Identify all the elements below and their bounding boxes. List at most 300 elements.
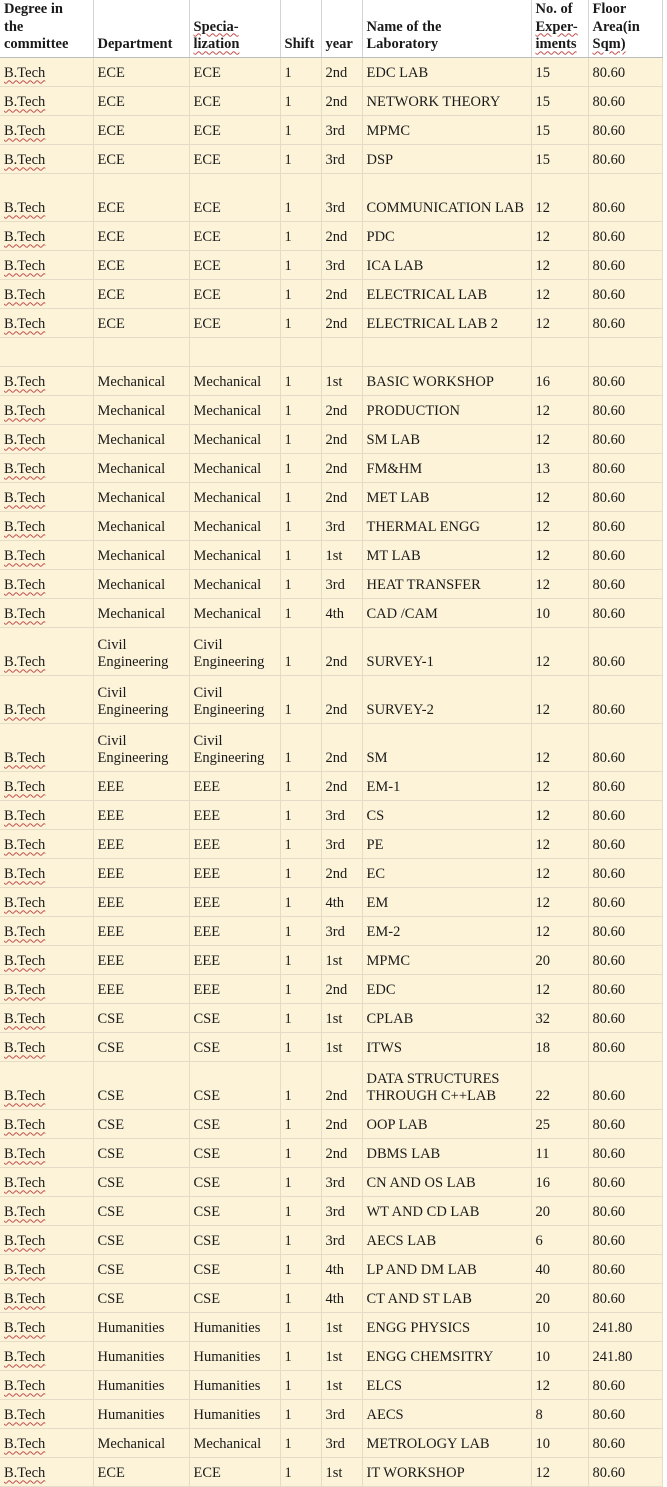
specialization-cell: ECE: [189, 174, 280, 222]
floor-area-cell: 80.60: [588, 222, 662, 251]
table-row: [0, 58, 662, 87]
specialization-cell: ECE: [189, 309, 280, 338]
year-cell: 2nd: [321, 280, 362, 309]
specialization-cell: Humanities: [189, 1342, 280, 1371]
department-cell: CSE: [93, 1284, 189, 1313]
header-row: [0, 0, 662, 58]
experiments-cell: 12: [531, 280, 588, 309]
experiments-cell: 12: [531, 483, 588, 512]
lab-name-cell: AECS: [362, 1400, 531, 1429]
header-experiments: No. of Exper- iments: [531, 0, 588, 58]
department-cell: CSE: [93, 1226, 189, 1255]
lab-name-cell: ENGG CHEMSITRY: [362, 1342, 531, 1371]
degree-cell: B.Tech: [0, 676, 93, 724]
table-row: [0, 145, 662, 174]
floor-area-cell: 80.60: [588, 772, 662, 801]
department-cell: ECE: [93, 309, 189, 338]
shift-cell: 1: [280, 483, 321, 512]
specialization-cell: Civil Engineering: [189, 676, 280, 724]
floor-area-cell: 80.60: [588, 599, 662, 628]
lab-name-cell: SM LAB: [362, 425, 531, 454]
specialization-cell: Humanities: [189, 1400, 280, 1429]
shift-cell: 1: [280, 1429, 321, 1458]
department-cell: ECE: [93, 251, 189, 280]
department-cell: EEE: [93, 801, 189, 830]
shift-cell: 1: [280, 830, 321, 859]
table-row: [0, 541, 662, 570]
specialization-cell: Humanities: [189, 1371, 280, 1400]
spacer-cell: [362, 338, 531, 367]
lab-name-cell: HEAT TRANSFER: [362, 570, 531, 599]
year-cell: 2nd: [321, 676, 362, 724]
specialization-cell: CSE: [189, 1226, 280, 1255]
department-cell: Civil Engineering: [93, 724, 189, 772]
specialization-cell: ECE: [189, 1458, 280, 1487]
lab-name-cell: ELECTRICAL LAB: [362, 280, 531, 309]
department-cell: ECE: [93, 87, 189, 116]
experiments-cell: 12: [531, 512, 588, 541]
floor-area-cell: 80.60: [588, 396, 662, 425]
lab-name-cell: LP AND DM LAB: [362, 1255, 531, 1284]
department-cell: Humanities: [93, 1371, 189, 1400]
shift-cell: 1: [280, 628, 321, 676]
shift-cell: 1: [280, 1033, 321, 1062]
specialization-cell: Mechanical: [189, 425, 280, 454]
degree-cell: B.Tech: [0, 917, 93, 946]
specialization-cell: EEE: [189, 859, 280, 888]
experiments-cell: 12: [531, 830, 588, 859]
year-cell: 1st: [321, 1458, 362, 1487]
degree-cell: B.Tech: [0, 541, 93, 570]
year-cell: 4th: [321, 1284, 362, 1313]
lab-name-cell: COMMUNICATION LAB: [362, 174, 531, 222]
header-shift: Shift: [280, 0, 321, 58]
lab-name-cell: MET LAB: [362, 483, 531, 512]
year-cell: 2nd: [321, 396, 362, 425]
specialization-cell: ECE: [189, 87, 280, 116]
table-row: [0, 1371, 662, 1400]
year-cell: 2nd: [321, 772, 362, 801]
spacer-cell: [588, 338, 662, 367]
experiments-cell: 20: [531, 1197, 588, 1226]
experiments-cell: 12: [531, 801, 588, 830]
department-cell: CSE: [93, 1197, 189, 1226]
department-cell: CSE: [93, 1168, 189, 1197]
year-cell: 3rd: [321, 251, 362, 280]
specialization-cell: Mechanical: [189, 396, 280, 425]
department-cell: CSE: [93, 1062, 189, 1110]
department-cell: Mechanical: [93, 512, 189, 541]
year-cell: 3rd: [321, 512, 362, 541]
lab-name-cell: CN AND OS LAB: [362, 1168, 531, 1197]
experiments-cell: 12: [531, 1458, 588, 1487]
lab-name-cell: AECS LAB: [362, 1226, 531, 1255]
year-cell: 3rd: [321, 174, 362, 222]
shift-cell: 1: [280, 251, 321, 280]
year-cell: 2nd: [321, 724, 362, 772]
experiments-cell: 12: [531, 888, 588, 917]
department-cell: Mechanical: [93, 425, 189, 454]
specialization-cell: Civil Engineering: [189, 724, 280, 772]
specialization-cell: Mechanical: [189, 367, 280, 396]
shift-cell: 1: [280, 1197, 321, 1226]
specialization-cell: Mechanical: [189, 541, 280, 570]
specialization-cell: Mechanical: [189, 454, 280, 483]
shift-cell: 1: [280, 541, 321, 570]
shift-cell: 1: [280, 1062, 321, 1110]
specialization-cell: EEE: [189, 946, 280, 975]
degree-cell: B.Tech: [0, 975, 93, 1004]
department-cell: EEE: [93, 917, 189, 946]
table-row: [0, 483, 662, 512]
experiments-cell: 12: [531, 724, 588, 772]
degree-cell: B.Tech: [0, 1110, 93, 1139]
experiments-cell: 22: [531, 1062, 588, 1110]
specialization-cell: Mechanical: [189, 570, 280, 599]
degree-cell: B.Tech: [0, 801, 93, 830]
degree-cell: B.Tech: [0, 1062, 93, 1110]
department-cell: ECE: [93, 174, 189, 222]
spacer-cell: [0, 338, 93, 367]
shift-cell: 1: [280, 1004, 321, 1033]
lab-name-cell: PDC: [362, 222, 531, 251]
table-row: [0, 116, 662, 145]
table-row: [0, 628, 662, 676]
shift-cell: 1: [280, 724, 321, 772]
table-row: [0, 772, 662, 801]
department-cell: Humanities: [93, 1342, 189, 1371]
experiments-cell: 12: [531, 570, 588, 599]
shift-cell: 1: [280, 975, 321, 1004]
lab-name-cell: IT WORKSHOP: [362, 1458, 531, 1487]
header-specialization: Specia- lization: [189, 0, 280, 58]
experiments-cell: 16: [531, 1168, 588, 1197]
degree-cell: B.Tech: [0, 87, 93, 116]
department-cell: Mechanical: [93, 396, 189, 425]
table-row: [0, 396, 662, 425]
shift-cell: 1: [280, 174, 321, 222]
experiments-cell: 15: [531, 87, 588, 116]
lab-name-cell: CPLAB: [362, 1004, 531, 1033]
year-cell: 2nd: [321, 1139, 362, 1168]
lab-name-cell: SM: [362, 724, 531, 772]
department-cell: EEE: [93, 888, 189, 917]
table-row: [0, 1429, 662, 1458]
header-degree: Degree in the committee: [0, 0, 93, 58]
table-row: [0, 512, 662, 541]
department-cell: Mechanical: [93, 483, 189, 512]
department-cell: CSE: [93, 1110, 189, 1139]
specialization-cell: Civil Engineering: [189, 628, 280, 676]
experiments-cell: 40: [531, 1255, 588, 1284]
table-row: [0, 570, 662, 599]
table-row: [0, 599, 662, 628]
floor-area-cell: 80.60: [588, 1033, 662, 1062]
degree-cell: B.Tech: [0, 1004, 93, 1033]
year-cell: 3rd: [321, 570, 362, 599]
lab-name-cell: ENGG PHYSICS: [362, 1313, 531, 1342]
degree-cell: B.Tech: [0, 599, 93, 628]
table-row: [0, 425, 662, 454]
lab-name-cell: DATA STRUCTURES THROUGH C++LAB: [362, 1062, 531, 1110]
floor-area-cell: 80.60: [588, 801, 662, 830]
header-floor-area: Floor Area(in Sqm): [588, 0, 662, 58]
shift-cell: 1: [280, 1458, 321, 1487]
floor-area-cell: 80.60: [588, 280, 662, 309]
degree-cell: B.Tech: [0, 1168, 93, 1197]
shift-cell: 1: [280, 1400, 321, 1429]
shift-cell: 1: [280, 1139, 321, 1168]
floor-area-cell: 80.60: [588, 425, 662, 454]
year-cell: 2nd: [321, 859, 362, 888]
table-row: [0, 1062, 662, 1110]
experiments-cell: 11: [531, 1139, 588, 1168]
department-cell: Humanities: [93, 1400, 189, 1429]
year-cell: 2nd: [321, 454, 362, 483]
year-cell: 1st: [321, 946, 362, 975]
experiments-cell: 12: [531, 975, 588, 1004]
table-row: [0, 975, 662, 1004]
lab-name-cell: CS: [362, 801, 531, 830]
shift-cell: 1: [280, 1313, 321, 1342]
shift-cell: 1: [280, 1371, 321, 1400]
year-cell: 3rd: [321, 917, 362, 946]
specialization-cell: CSE: [189, 1168, 280, 1197]
shift-cell: 1: [280, 396, 321, 425]
table-row: [0, 1400, 662, 1429]
year-cell: 2nd: [321, 425, 362, 454]
experiments-cell: 8: [531, 1400, 588, 1429]
year-cell: 3rd: [321, 1226, 362, 1255]
department-cell: ECE: [93, 280, 189, 309]
specialization-cell: EEE: [189, 801, 280, 830]
specialization-cell: Mechanical: [189, 599, 280, 628]
experiments-cell: 15: [531, 58, 588, 87]
experiments-cell: 12: [531, 628, 588, 676]
lab-name-cell: DSP: [362, 145, 531, 174]
table-row: [0, 367, 662, 396]
lab-name-cell: CAD /CAM: [362, 599, 531, 628]
shift-cell: 1: [280, 87, 321, 116]
specialization-cell: CSE: [189, 1110, 280, 1139]
table-row: [0, 1342, 662, 1371]
year-cell: 3rd: [321, 1429, 362, 1458]
year-cell: 2nd: [321, 975, 362, 1004]
spacer-cell: [189, 338, 280, 367]
spacer-cell: [280, 338, 321, 367]
shift-cell: 1: [280, 1255, 321, 1284]
table-row: [0, 946, 662, 975]
floor-area-cell: 80.60: [588, 116, 662, 145]
degree-cell: B.Tech: [0, 888, 93, 917]
department-cell: CSE: [93, 1033, 189, 1062]
table-row: [0, 801, 662, 830]
shift-cell: 1: [280, 145, 321, 174]
degree-cell: B.Tech: [0, 280, 93, 309]
floor-area-cell: 80.60: [588, 174, 662, 222]
year-cell: 4th: [321, 1255, 362, 1284]
floor-area-cell: 80.60: [588, 628, 662, 676]
table-row: [0, 280, 662, 309]
table-row: [0, 830, 662, 859]
specialization-cell: ECE: [189, 222, 280, 251]
degree-cell: B.Tech: [0, 116, 93, 145]
floor-area-cell: 241.80: [588, 1342, 662, 1371]
table-row: [0, 724, 662, 772]
floor-area-cell: 80.60: [588, 454, 662, 483]
floor-area-cell: 80.60: [588, 676, 662, 724]
year-cell: 1st: [321, 1004, 362, 1033]
specialization-cell: CSE: [189, 1062, 280, 1110]
floor-area-cell: 241.80: [588, 1313, 662, 1342]
experiments-cell: 10: [531, 1342, 588, 1371]
table-row: [0, 888, 662, 917]
degree-cell: B.Tech: [0, 174, 93, 222]
specialization-cell: ECE: [189, 145, 280, 174]
year-cell: 2nd: [321, 58, 362, 87]
shift-cell: 1: [280, 222, 321, 251]
department-cell: CSE: [93, 1139, 189, 1168]
year-cell: 1st: [321, 1371, 362, 1400]
header-department: Department: [93, 0, 189, 58]
floor-area-cell: 80.60: [588, 1371, 662, 1400]
shift-cell: 1: [280, 425, 321, 454]
experiments-cell: 18: [531, 1033, 588, 1062]
degree-cell: B.Tech: [0, 1371, 93, 1400]
floor-area-cell: 80.60: [588, 541, 662, 570]
year-cell: 2nd: [321, 1062, 362, 1110]
lab-name-cell: DBMS LAB: [362, 1139, 531, 1168]
lab-name-cell: MPMC: [362, 946, 531, 975]
lab-name-cell: EDC: [362, 975, 531, 1004]
year-cell: 4th: [321, 888, 362, 917]
table-row: [0, 454, 662, 483]
shift-cell: 1: [280, 801, 321, 830]
year-cell: 2nd: [321, 1110, 362, 1139]
table-row: [0, 1168, 662, 1197]
table-row: [0, 1313, 662, 1342]
floor-area-cell: 80.60: [588, 1429, 662, 1458]
department-cell: EEE: [93, 946, 189, 975]
experiments-cell: 13: [531, 454, 588, 483]
department-cell: Mechanical: [93, 599, 189, 628]
specialization-cell: CSE: [189, 1197, 280, 1226]
floor-area-cell: 80.60: [588, 483, 662, 512]
lab-name-cell: ELECTRICAL LAB 2: [362, 309, 531, 338]
floor-area-cell: 80.60: [588, 1004, 662, 1033]
floor-area-cell: 80.60: [588, 1284, 662, 1313]
lab-name-cell: METROLOGY LAB: [362, 1429, 531, 1458]
floor-area-cell: 80.60: [588, 1400, 662, 1429]
experiments-cell: 10: [531, 599, 588, 628]
experiments-cell: 12: [531, 222, 588, 251]
degree-cell: B.Tech: [0, 1226, 93, 1255]
department-cell: ECE: [93, 58, 189, 87]
degree-cell: B.Tech: [0, 454, 93, 483]
table-row: [0, 1255, 662, 1284]
year-cell: 1st: [321, 1033, 362, 1062]
shift-cell: 1: [280, 570, 321, 599]
table-row: [0, 1284, 662, 1313]
degree-cell: B.Tech: [0, 1197, 93, 1226]
floor-area-cell: 80.60: [588, 830, 662, 859]
year-cell: 1st: [321, 541, 362, 570]
shift-cell: 1: [280, 772, 321, 801]
year-cell: 3rd: [321, 1197, 362, 1226]
floor-area-cell: 80.60: [588, 145, 662, 174]
specialization-cell: EEE: [189, 888, 280, 917]
shift-cell: 1: [280, 280, 321, 309]
degree-cell: B.Tech: [0, 425, 93, 454]
floor-area-cell: 80.60: [588, 1168, 662, 1197]
degree-cell: B.Tech: [0, 1139, 93, 1168]
degree-cell: B.Tech: [0, 309, 93, 338]
experiments-cell: 12: [531, 251, 588, 280]
lab-name-cell: ELCS: [362, 1371, 531, 1400]
experiments-cell: 10: [531, 1429, 588, 1458]
experiments-cell: 12: [531, 859, 588, 888]
shift-cell: 1: [280, 367, 321, 396]
degree-cell: B.Tech: [0, 396, 93, 425]
floor-area-cell: 80.60: [588, 859, 662, 888]
shift-cell: 1: [280, 58, 321, 87]
lab-name-cell: EM-2: [362, 917, 531, 946]
year-cell: 2nd: [321, 309, 362, 338]
degree-cell: B.Tech: [0, 1033, 93, 1062]
lab-name-cell: SURVEY-2: [362, 676, 531, 724]
department-cell: Mechanical: [93, 541, 189, 570]
shift-cell: 1: [280, 676, 321, 724]
floor-area-cell: 80.60: [588, 917, 662, 946]
degree-cell: B.Tech: [0, 1429, 93, 1458]
degree-cell: B.Tech: [0, 1400, 93, 1429]
specialization-cell: Mechanical: [189, 1429, 280, 1458]
floor-area-cell: 80.60: [588, 1062, 662, 1110]
shift-cell: 1: [280, 859, 321, 888]
lab-name-cell: PE: [362, 830, 531, 859]
experiments-cell: 15: [531, 116, 588, 145]
shift-cell: 1: [280, 888, 321, 917]
floor-area-cell: 80.60: [588, 512, 662, 541]
degree-cell: B.Tech: [0, 483, 93, 512]
header-year: year: [321, 0, 362, 58]
department-cell: EEE: [93, 859, 189, 888]
floor-area-cell: 80.60: [588, 1197, 662, 1226]
degree-cell: B.Tech: [0, 1342, 93, 1371]
year-cell: 2nd: [321, 483, 362, 512]
specialization-cell: ECE: [189, 280, 280, 309]
department-cell: Humanities: [93, 1313, 189, 1342]
experiments-cell: 6: [531, 1226, 588, 1255]
lab-name-cell: MPMC: [362, 116, 531, 145]
table-row: [0, 1004, 662, 1033]
degree-cell: B.Tech: [0, 222, 93, 251]
experiments-cell: 16: [531, 367, 588, 396]
floor-area-cell: 80.60: [588, 570, 662, 599]
year-cell: 3rd: [321, 1400, 362, 1429]
table-row: [0, 1226, 662, 1255]
department-cell: EEE: [93, 830, 189, 859]
floor-area-cell: 80.60: [588, 1226, 662, 1255]
lab-name-cell: CT AND ST LAB: [362, 1284, 531, 1313]
experiments-cell: 32: [531, 1004, 588, 1033]
specialization-cell: Mechanical: [189, 483, 280, 512]
specialization-cell: ECE: [189, 116, 280, 145]
department-cell: EEE: [93, 772, 189, 801]
shift-cell: 1: [280, 454, 321, 483]
lab-name-cell: FM&HM: [362, 454, 531, 483]
lab-name-cell: EC: [362, 859, 531, 888]
